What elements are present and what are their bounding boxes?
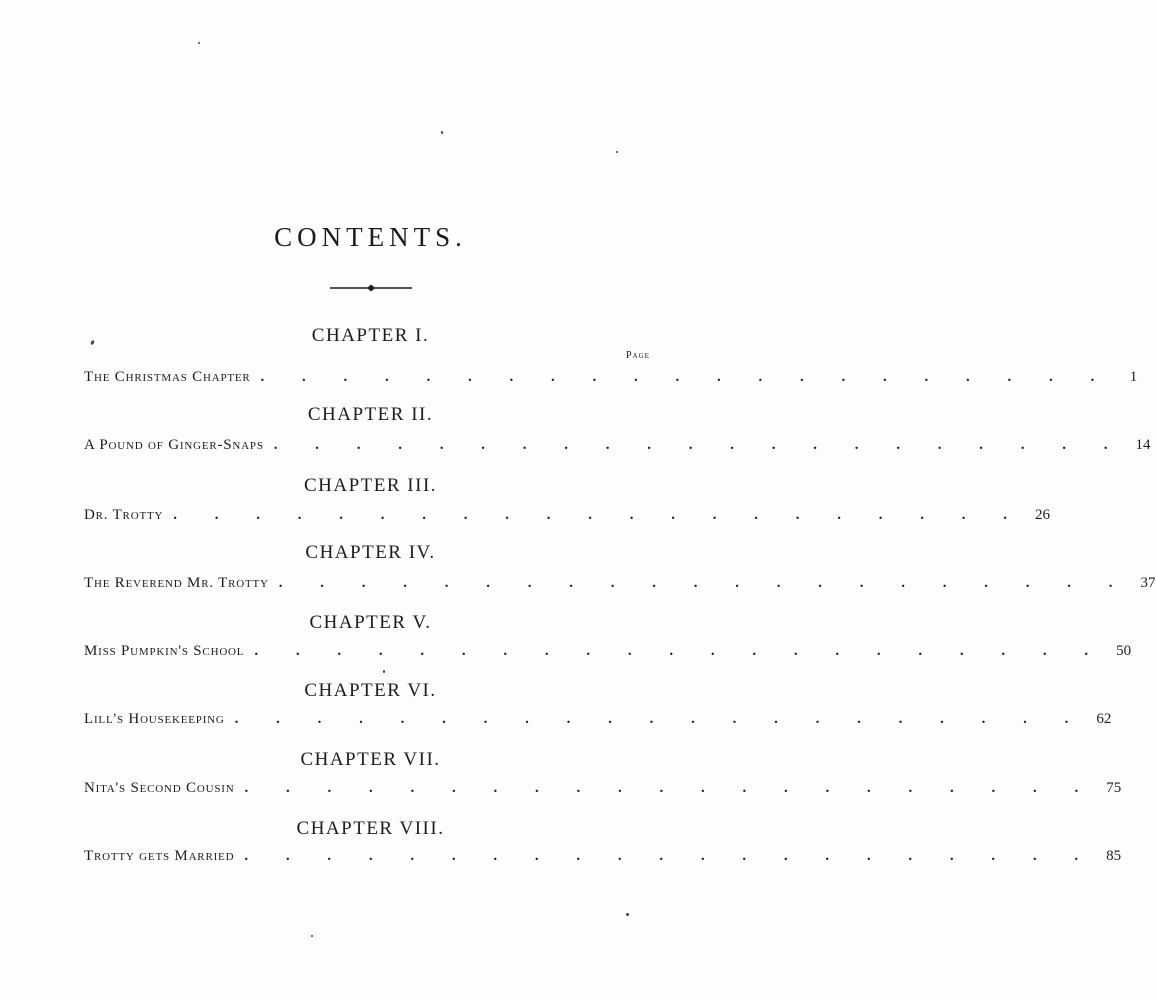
contents-title: CONTENTS. <box>274 222 467 252</box>
chapter-heading: CHAPTER IV. <box>305 542 436 563</box>
entry-page-number: 75 <box>1106 780 1122 796</box>
entry-title: Miss Pumpkin's School <box>84 643 245 659</box>
scan-speck <box>626 913 629 916</box>
dot-leader: . . . . . . . . . . . . . . . . . . . . . <box>260 369 1112 385</box>
entry-page-number: 1 <box>1129 369 1138 385</box>
ornament-rule <box>330 282 412 294</box>
toc-entry <box>84 437 1151 457</box>
entry-page-number: 14 <box>1135 437 1151 453</box>
entry-page-number: 85 <box>1106 848 1122 864</box>
scan-speck <box>198 42 200 44</box>
chapter-heading: CHAPTER VII. <box>300 749 441 770</box>
toc-entry <box>84 711 1112 731</box>
toc-entry <box>84 848 1122 868</box>
entry-page-number: 62 <box>1096 711 1112 727</box>
toc-entry <box>84 369 1138 389</box>
chapter-heading: CHAPTER I. <box>311 325 430 346</box>
dot-leader: . . . . . . . . . . . . . . . . . . . . . <box>173 507 1024 523</box>
scan-speck <box>311 935 313 937</box>
dot-leader: . . . . . . . . . . . . . . . . . . . . . <box>244 780 1096 796</box>
scan-speck <box>383 670 385 673</box>
entry-title: The Christmas Chapter <box>84 369 251 385</box>
entry-page-number: 26 <box>1034 507 1050 523</box>
dot-leader: . . . . . . . . . . . . . . . . . . . . . <box>254 643 1106 659</box>
entry-title: A Pound of Ginger-Snaps <box>84 437 264 453</box>
toc-entry <box>84 507 1050 527</box>
page-column-heading: Page <box>626 350 650 361</box>
entry-page-number: 50 <box>1116 643 1132 659</box>
chapter-heading: CHAPTER VIII. <box>296 818 445 839</box>
dot-leader: . . . . . . . . . . . . . . . . . . . . . <box>244 848 1096 864</box>
chapter-heading: CHAPTER V. <box>309 612 432 633</box>
chapter-heading: CHAPTER II. <box>307 404 434 425</box>
dot-leader: . . . . . . . . . . . . . . . . . . . . . <box>278 575 1130 591</box>
chapter-heading: CHAPTER III. <box>303 475 438 496</box>
toc-entry <box>84 780 1122 800</box>
scan-speck <box>441 131 443 134</box>
entry-title: Trotty gets Married <box>84 848 235 864</box>
entry-page-number: 37 <box>1140 575 1156 591</box>
dot-leader: . . . . . . . . . . . . . . . . . . . . . <box>234 711 1086 727</box>
entry-title: Lill's Housekeeping <box>84 711 225 727</box>
entry-title: Nita's Second Cousin <box>84 780 235 796</box>
dot-leader: . . . . . . . . . . . . . . . . . . . . . <box>273 437 1125 453</box>
entry-title: Dr. Trotty <box>84 507 164 523</box>
scan-speck <box>616 151 618 153</box>
toc-entry <box>84 575 1156 595</box>
chapter-heading: CHAPTER VI. <box>304 680 437 701</box>
toc-entry <box>84 643 1132 663</box>
entry-title: The Reverend Mr. Trotty <box>84 575 269 591</box>
